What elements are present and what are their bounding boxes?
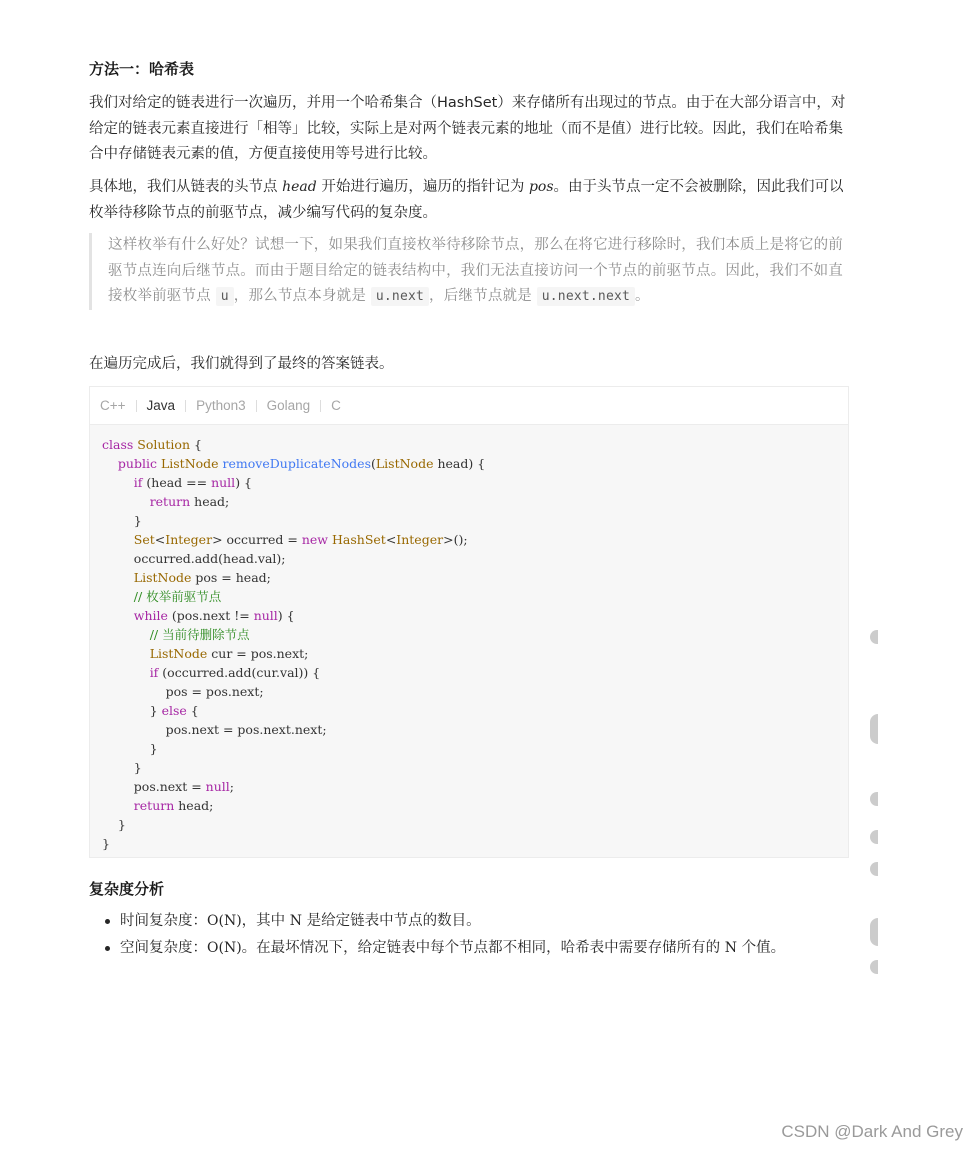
blockquote: 这样枚举有什么好处？试想一下，如果我们直接枚举待移除节点，那么在将它进行移除时，我们本质上是将它的前驱节点连向后继节点。而由于题目给定的链表结构中，我们无法直接访问一个节点的前驱节点。因此，我们不如直接枚举前驱节点 u ，那么节点本身就是 u.next ，后继节点就是 u.next.next 。 — [89, 233, 853, 310]
inline-code-u-next: u.next — [371, 287, 429, 306]
edge-decoration — [870, 918, 878, 946]
edge-decoration — [870, 862, 878, 876]
math-expression: N — [289, 913, 303, 929]
edge-decoration — [870, 830, 878, 844]
watermark: CSDN @Dark And Grey — [781, 1122, 963, 1141]
edge-decoration — [870, 630, 878, 644]
intro-paragraph: 我们对给定的链表进行一次遍历，并用一个哈希集合（HashSet）来存储所有出现过的节点。由于在大部分语言中，对给定的链表元素直接进行「相等」比较，实际上是对两个链表元素的地址（而不是值）进行比较。因此，我们在哈希集合中存储链表元素的值，方便直接使用等号进行比较。 — [89, 95, 846, 162]
tab-separator — [185, 400, 186, 412]
tab-c[interactable]: C++ — [100, 398, 126, 413]
math-expression: N — [724, 940, 738, 956]
tab-separator — [136, 400, 137, 412]
edge-decoration — [870, 792, 878, 806]
pos-variable: pos — [528, 179, 554, 195]
head-variable: head — [282, 179, 317, 195]
complexity-title: 复杂度分析 — [89, 880, 165, 898]
tab-python3[interactable]: Python3 — [196, 398, 246, 413]
code-content: class Solution { public ListNode removeDuplicateNodes(ListNode head) { if (head == null) { return head; } Set<Integer> occurred = new HashSet<Integer>(); occurred.add(head.val); ListNode pos = head; // 枚举前驱节点 while (pos.next != null) { // 当前待删除节点 ListNode cur = pos.next; if (occurred.add(cur.val)) { pos = pos.next; } else { pos.next = pos.next.next; } } pos.next = null; return head; } } — [102, 437, 486, 851]
tab-golang[interactable]: Golang — [266, 398, 311, 413]
method-title: 方法一：哈希表 — [89, 60, 195, 78]
inline-code-u-next-next: u.next.next — [537, 287, 635, 306]
tab-java[interactable]: Java — [146, 398, 176, 413]
inline-code-u: u — [216, 287, 234, 306]
list-item: 空间复杂度：O(N)。在最坏情况下，给定链表中每个节点都不相同，哈希表中需要存储所有的 N 个值。 — [89, 935, 849, 962]
math-expression: O(N) — [207, 940, 242, 956]
language-tabs — [90, 387, 848, 425]
tab-separator — [256, 400, 257, 412]
edge-decoration — [870, 714, 878, 744]
edge-decoration — [870, 960, 878, 974]
code-block — [89, 386, 849, 858]
after-paragraph: 在遍历完成后，我们就得到了最终的答案链表。 — [89, 356, 394, 372]
tab-c[interactable]: C — [331, 398, 341, 413]
detail-paragraph: 具体地，我们从链表的头节点 head 开始进行遍历，遍历的指针记为 pos。由于头节点一定不会被删除，因此我们可以枚举待移除节点的前驱节点，减少编写代码的复杂度。 — [89, 179, 844, 221]
list-item: 时间复杂度：O(N)，其中 N 是给定链表中节点的数目。 — [89, 908, 849, 935]
complexity-list — [89, 908, 849, 962]
math-expression: O(N) — [207, 913, 242, 929]
tab-separator — [320, 400, 321, 412]
